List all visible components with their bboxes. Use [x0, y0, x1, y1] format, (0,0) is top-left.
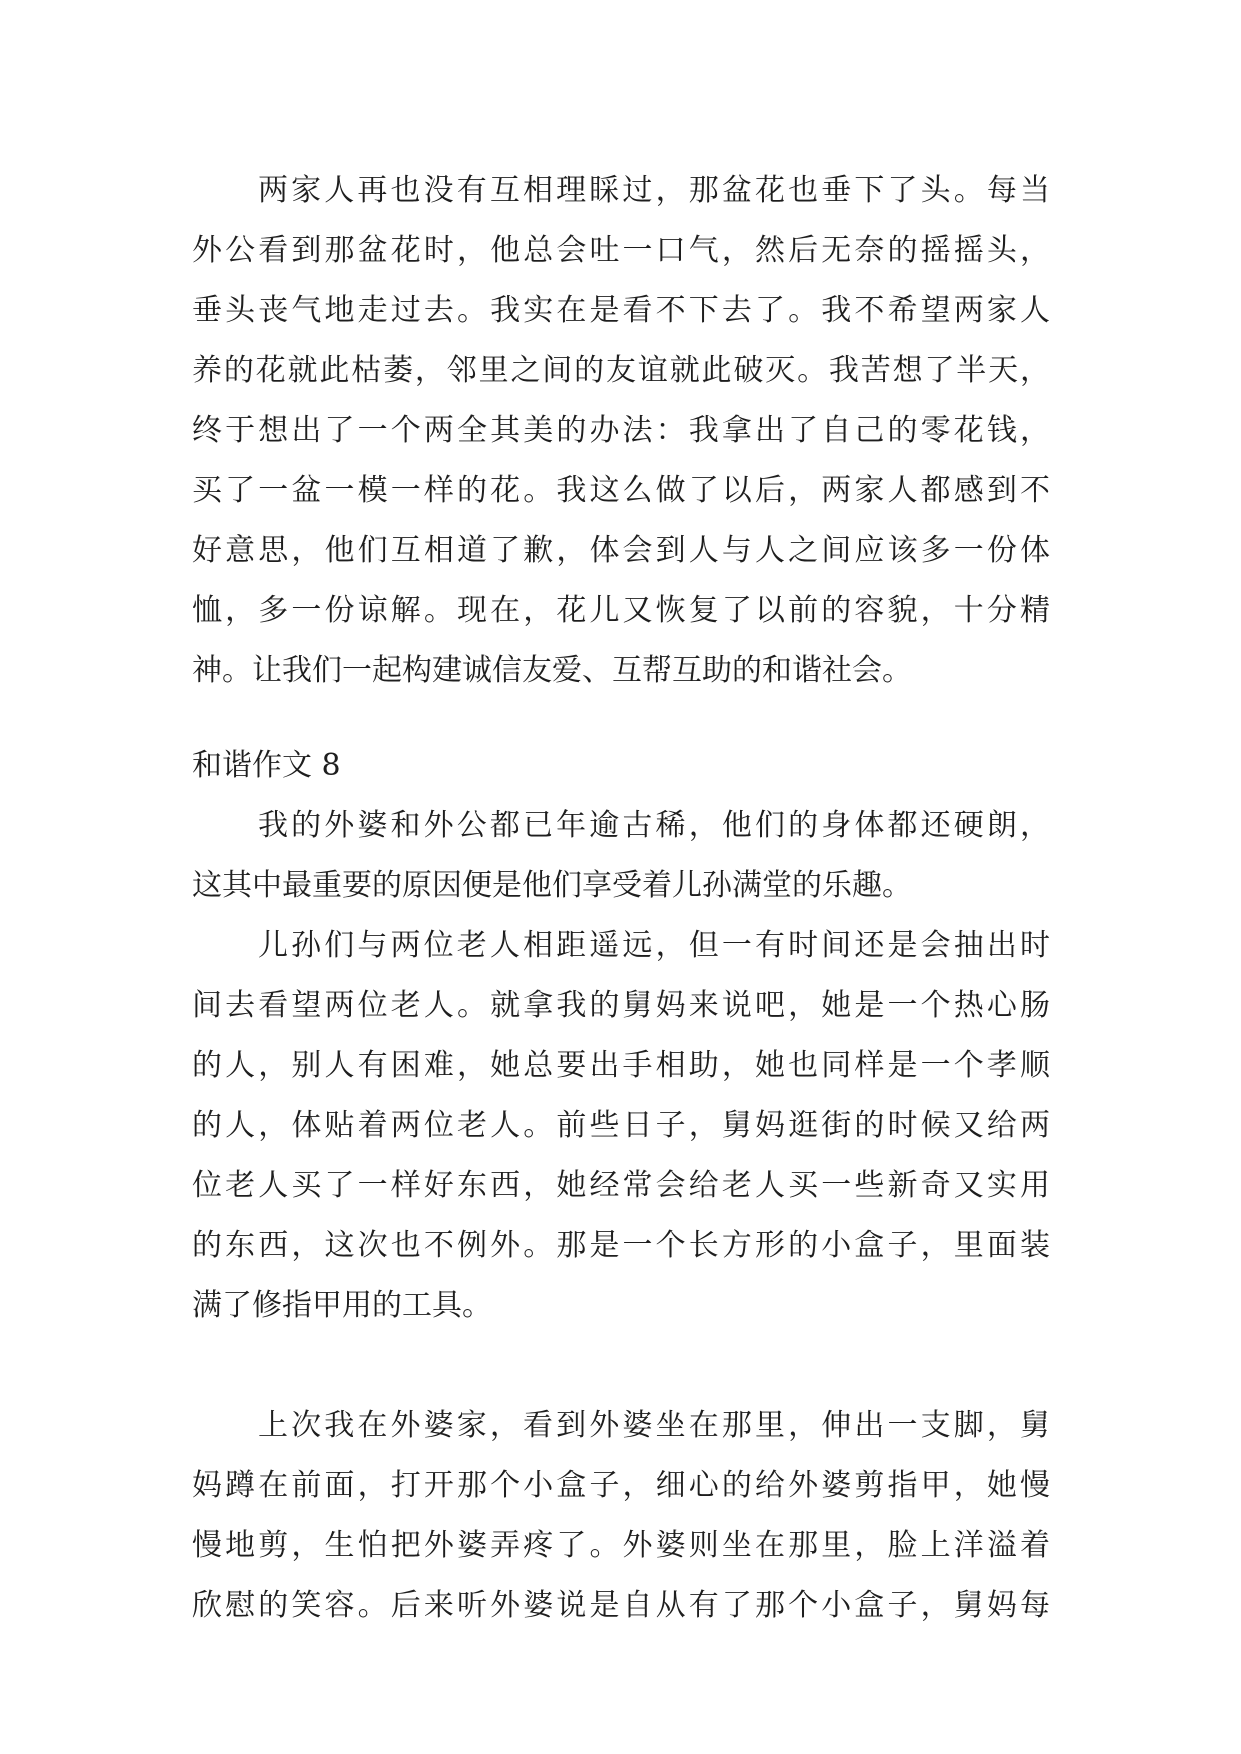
paragraph-line: 好意思，他们互相道了歉，体会到人与人之间应该多一份体	[192, 533, 1050, 568]
paragraph-line: 的东西，这次也不例外。那是一个长方形的小盒子，里面装	[192, 1228, 1050, 1263]
paragraph-line: 上次我在外婆家，看到外婆坐在那里，伸出一支脚，舅	[258, 1408, 1050, 1443]
paragraph-flower-story	[192, 161, 1050, 701]
paragraph-line: 买了一盆一模一样的花。我这么做了以后，两家人都感到不	[192, 473, 1050, 508]
paragraph-line: 恤，多一份谅解。现在，花儿又恢复了以前的容貌，十分精	[192, 593, 1050, 628]
paragraph-line: 养的花就此枯萎，邻里之间的友谊就此破灭。我苦想了半天，	[192, 353, 1050, 388]
section-heading: 和谐作文 8	[192, 748, 341, 783]
paragraph-line: 我的外婆和外公都已年逾古稀，他们的身体都还硬朗，	[258, 808, 1050, 843]
paragraph-line: 欣慰的笑容。后来听外婆说是自从有了那个小盒子，舅妈每	[192, 1588, 1050, 1623]
paragraph-line: 垂头丧气地走过去。我实在是看不下去了。我不希望两家人	[192, 293, 1050, 328]
paragraph-nail-trimming	[192, 1396, 1050, 1636]
paragraph-line: 间去看望两位老人。就拿我的舅妈来说吧，她是一个热心肠	[192, 988, 1050, 1023]
paragraph-line: 慢地剪，生怕把外婆弄疼了。外婆则坐在那里，脸上洋溢着	[192, 1528, 1050, 1563]
paragraph-line: 外公看到那盆花时，他总会吐一口气，然后无奈的摇摇头，	[192, 233, 1050, 268]
paragraph-line: 位老人买了一样好东西，她经常会给老人买一些新奇又实用	[192, 1168, 1050, 1203]
paragraph-line: 的人，体贴着两位老人。前些日子，舅妈逛街的时候又给两	[192, 1108, 1050, 1143]
paragraph-line: 妈蹲在前面，打开那个小盒子，细心的给外婆剪指甲，她慢	[192, 1468, 1050, 1503]
paragraph-aunt	[192, 916, 1050, 1336]
paragraph-line: 神。让我们一起构建诚信友爱、互帮互助的和谐社会。	[192, 653, 912, 688]
paragraph-line: 终于想出了一个两全其美的办法：我拿出了自己的零花钱，	[192, 413, 1050, 448]
paragraph-grandparents	[192, 796, 1050, 916]
paragraph-line: 满了修指甲用的工具。	[192, 1288, 492, 1323]
paragraph-line: 两家人再也没有互相理睬过，那盆花也垂下了头。每当	[258, 173, 1050, 208]
paragraph-line: 儿孙们与两位老人相距遥远，但一有时间还是会抽出时	[258, 928, 1050, 963]
paragraph-line: 的人，别人有困难，她总要出手相助，她也同样是一个孝顺	[192, 1048, 1050, 1083]
paragraph-line: 这其中最重要的原因便是他们享受着儿孙满堂的乐趣。	[192, 868, 912, 903]
